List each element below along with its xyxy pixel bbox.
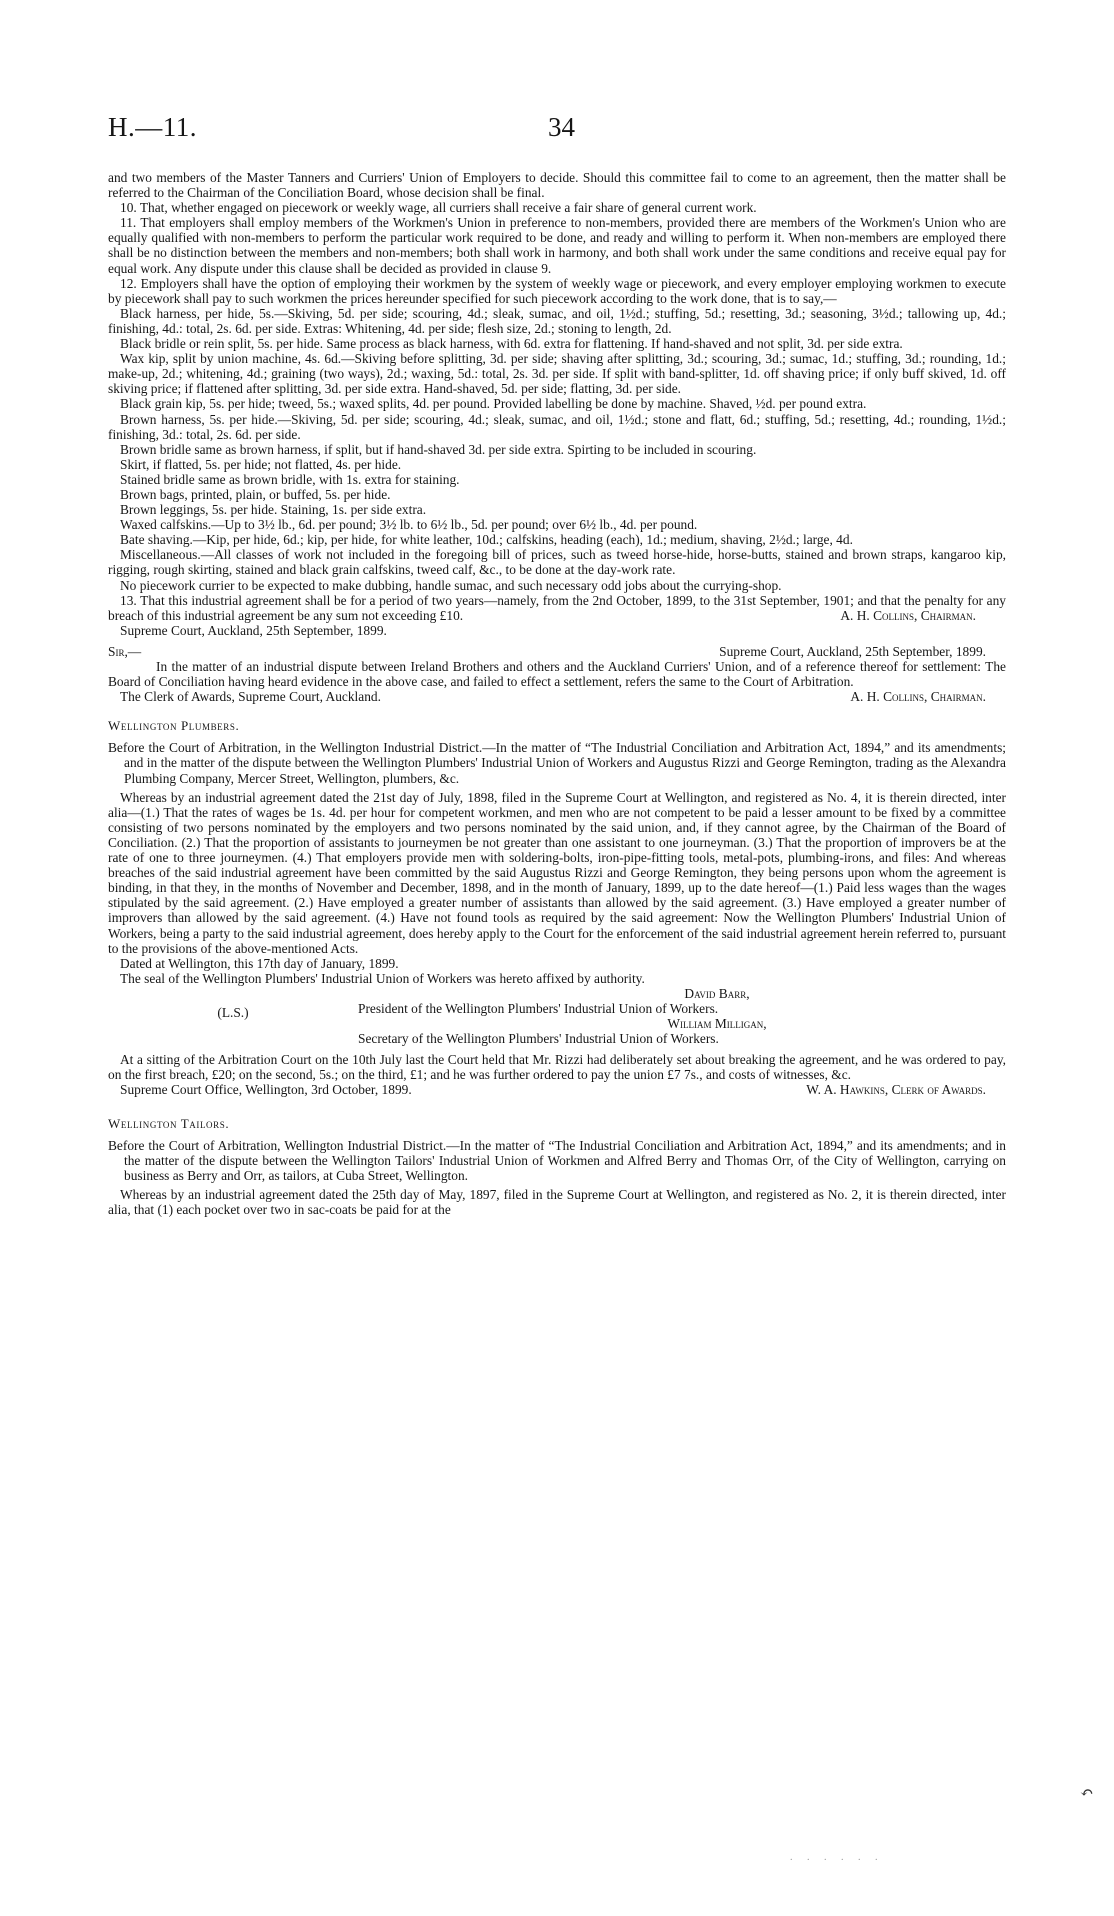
plumbers-footer	[108, 1082, 1006, 1097]
plumbers-whereas: Whereas by an industrial agreement dated the 21st day of July, 1898, filed in the Supreme Court at Wellington, and registered as No. 4, it is therein directed, inter alia—(1.) That the rates of wages be 1s. 4d. per hour for competent workmen, and men who are not competent to be paid a lesser amount to be fixed by a committee consisting of two persons nominated by the employers and two persons nominated by the said union, and, if they cannot agree, by the Chairman of the Board of Conciliation. (2.) That the proportion of assistants to journeymen be not greater than one assistant to one journeyman. (3.) That the proportion of improvers be at the rate of one to three journeymen. (4.) That employers provide men with soldering-bolts, iron-pipe-fitting tools, metal-pots, plumbing-irons, and files: And whereas breaches of the said industrial agreement have been committed by the said Augustus Rizzi and George Remington, they being persons upon whom the agreement is binding, in that they, in the months of November and December, 1898, and in the month of January, 1899, up to the date hereof—(1.) Paid less wages than the wages stipulated by the said agreement. (2.) Have employed a greater number of assistants than allowed by the said agreement. (3.) Have employed a greater number of improvers than allowed by the said agreement. (4.) Have not found tools as required by the said agreement: Now the Wellington Plumbers' Industrial Union of Workers, being a party to the said industrial agreement, does hereby apply to the Court for the enforcement of the said industrial agreement herein referred to, pursuant to the provisions of the above-mentioned Acts.	[108, 789, 1006, 956]
price-item: Brown bags, printed, plain, or buffed, 5s. per hide.	[120, 486, 391, 502]
price-item: Black grain kip, 5s. per hide; tweed, 5s.; waxed splits, 4d. per pound. Provided labelling be done by machine. Shaved, ½d. per pound extra.	[120, 396, 867, 412]
margin-mark: ↶	[1080, 1785, 1094, 1802]
price-item: Wax kip, split by union machine, 4s. 6d.—Skiving before splitting, 3d. per side; shaving after splitting, 3d.; scouring, 3d.; sumac, 1d.; stuffing, 3d.; rounding, 1d.; make-up, 2d.; whitening, 4d.; graining (two ways), 2d.; waxing, 5d.: total, 2s. 3d. per side. If split with band-splitter, 1d. off shaving price; if only buff skived, 1d. off skiving price; if flattened after splitting, 3d. per side extra. Hand-shaved, 5d. per side; flatting, 3d. per side.	[108, 351, 1006, 397]
price-item: Waxed calfskins.—Up to 3½ lb., 6d. per pound; 3½ lb. to 6½ lb., 5d. per pound; over 6½ lb., 4d. per pound.	[120, 517, 698, 533]
price-item: Stained bridle same as brown bridle, with 1s. extra for staining.	[120, 471, 460, 487]
letter-body: In the matter of an industrial dispute between Ireland Brothers and others and the Auckland Curriers' Union, and of a reference thereof for settlement: The Board of Conciliation having heard evidence in the above case, and failed to effect a settlement, refers the same to the Court of Arbitration.	[108, 659, 1006, 690]
signature-block	[108, 986, 1006, 1046]
tailors-intro: Before the Court of Arbitration, Wellington Industrial District.—In the matter of “The Industrial Conciliation and Arbitration Act, 1894,” and its amendments; and in the matter of the dispute between the Wellington Tailors' Industrial Union of Workmen and Alfred Berry and Thomas Orr, of the City of Wellington, carrying on business as Berry and Orr, as tailors, at Cuba Street, Wellington.	[108, 1137, 1006, 1183]
section-heading-plumbers: Wellington Plumbers.	[108, 718, 240, 734]
intro-paragraph: and two members of the Master Tanners and Curriers' Union of Employers to decide. Should this committee fail to come to an agreement, then the matter shall be referred to the Chairman of the Conciliation Board, whose decision shall be final.	[108, 170, 1006, 201]
secretary-title: Secretary of the Wellington Plumbers' Industrial Union of Workers.	[358, 1031, 719, 1047]
clause-11: 11. That employers shall employ members of the Workmen's Union in preference to non-members, provided there are members of the Workmen's Union who are equally qualified with non-members to perform the particular work required to be done, and ready and willing to perform it. When non-members are employed there shall be no distinction between the members and non-members; both shall work in harmony, and both shall work under the same conditions and receive equal pay for equal work. Any dispute under this clause shall be decided as provided in clause 9.	[108, 215, 1006, 276]
price-item: No piecework currier to be expected to make dubbing, handle sumac, and such necessary odd jobs about the currying-shop.	[120, 577, 782, 593]
plumbers-dated: Dated at Wellington, this 17th day of January, 1899.	[120, 955, 399, 971]
clause-13-signature: A. H. Collins, Chairman.	[840, 607, 976, 623]
bleed-dots: . . . . . .	[790, 1852, 884, 1863]
dated-auckland: Supreme Court, Auckland, 25th September, 1899.	[120, 622, 387, 638]
secretary-name: William Milligan,	[667, 1016, 767, 1032]
section-heading-tailors: Wellington Tailors.	[108, 1115, 230, 1131]
clause-13	[108, 593, 1006, 623]
price-item: Skirt, if flatted, 5s. per hide; not flatted, 4s. per hide.	[120, 456, 402, 472]
plumbers-office: Supreme Court Office, Wellington, 3rd October, 1899.	[120, 1082, 412, 1098]
plumbers-seal: The seal of the Wellington Plumbers' Industrial Union of Workers was hereto affixed by authority.	[120, 970, 645, 986]
president-title: President of the Wellington Plumbers' Industrial Union of Workers.	[358, 1000, 719, 1016]
president-name: David Barr,	[684, 985, 750, 1001]
plumbers-intro: Before the Court of Arbitration, in the Wellington Industrial District.—In the matter of “The Industrial Conciliation and Arbitration Act, 1894,” and its amendments; and in the matter of the dispute between the Wellington Plumbers' Industrial Union of Workers and Augustus Rizzi and George Remington, trading as the Alexandra Plumbing Company, Mercer Street, Wellington, plumbers, &c.	[108, 740, 1006, 786]
plumbers-sitting: At a sitting of the Arbitration Court on the 10th July last the Court held that Mr. Rizzi had deliberately set about breaking the agreement, and he was ordered to pay, on the first breach, £20; on the second, 5s.; on the third, £1; and he was further ordered to pay the union £7 7s., and costs of witnesses, &c.	[108, 1052, 1006, 1083]
price-item: Black bridle or rein split, 5s. per hide. Same process as black harness, with 6d. extra for flattening. If hand-shaved and not split, 3d. per side extra.	[120, 336, 903, 352]
letter-place-date: Supreme Court, Auckland, 25th September, 1899.	[719, 643, 986, 659]
letter-addressee: The Clerk of Awards, Supreme Court, Auckland.	[120, 689, 381, 705]
letter-header	[108, 644, 1006, 659]
plumbers-clerk: W. A. Hawkins, Clerk of Awards.	[806, 1082, 986, 1098]
clause-13-text: 13. That this industrial agreement shall be for a period of two years—namely, from the 2nd October, 1899, to the 31st September, 1901; and that the penalty for any breach of this industrial agreement be any sum not exceeding £10.	[108, 592, 1006, 623]
page-reference: H.—11.	[108, 112, 197, 142]
price-item: Bate shaving.—Kip, per hide, 6d.; kip, per hide, for white leather, 10d.; calfskins, heading (each), 1d.; medium, shaving, 2½d.; large, 4d.	[120, 532, 853, 548]
body-column	[108, 170, 1006, 1217]
price-item: Brown harness, 5s. per hide.—Skiving, 5d. per side; scouring, 4d.; sleak, sumac, and oil, 1½d.; stone and flatt, 6d.; stuffing, 5d.; resetting, 4d.; rounding, 1½d.; finishing, 3d.: total, 2s. 6d. per side.	[108, 411, 1006, 442]
letter-footer	[108, 689, 1006, 704]
letter-salutation: Sir,—	[108, 643, 142, 659]
price-item: Miscellaneous.—All classes of work not included in the foregoing bill of prices, such as tweed horse-hide, horse-butts, stained and brown straps, kangaroo kip, rigging, rough skirting, stained and black grain calfskins, tweed calf, &c., to be done at the day-work rate.	[108, 547, 1006, 578]
letter-signature: A. H. Collins, Chairman.	[850, 689, 986, 705]
page-number: 34	[548, 112, 575, 142]
price-item: Brown bridle same as brown harness, if split, but if hand-shaved 3d. per side extra. Spirting to be included in scouring.	[120, 441, 757, 457]
clause-12: 12. Employers shall have the option of employing their workmen by the system of weekly wage or piecework, and every employer employing workmen to execute by piecework shall pay to such workmen the prices hereunder specified for such piecework according to the work done, that is to say,—	[108, 275, 1006, 306]
locus-sigilli: (L.S.)	[217, 1004, 249, 1020]
clause-10: 10. That, whether engaged on piecework or weekly wage, all curriers shall receive a fair share of general current work.	[120, 200, 757, 216]
price-item: Black harness, per hide, 5s.—Skiving, 5d. per side; scouring, 4d.; sleak, sumac, and oil, 1½d.; stuffing, 5d.; resetting, 3d.; seasoning, 3½d.; tallowing up, 4d.; finishing, 4d.: total, 2s. 6d. per side. Extras: Whitening, 4d. per side; flesh size, 2d.; stoning to length, 2d.	[108, 305, 1006, 336]
price-item: Brown leggings, 5s. per hide. Staining, 1s. per side extra.	[120, 502, 427, 518]
tailors-whereas: Whereas by an industrial agreement dated the 25th day of May, 1897, filed in the Supreme Court at Wellington, and registered as No. 2, it is therein directed, inter alia, that (1) each pocket over two in sac-coats be paid for at the	[108, 1186, 1006, 1217]
